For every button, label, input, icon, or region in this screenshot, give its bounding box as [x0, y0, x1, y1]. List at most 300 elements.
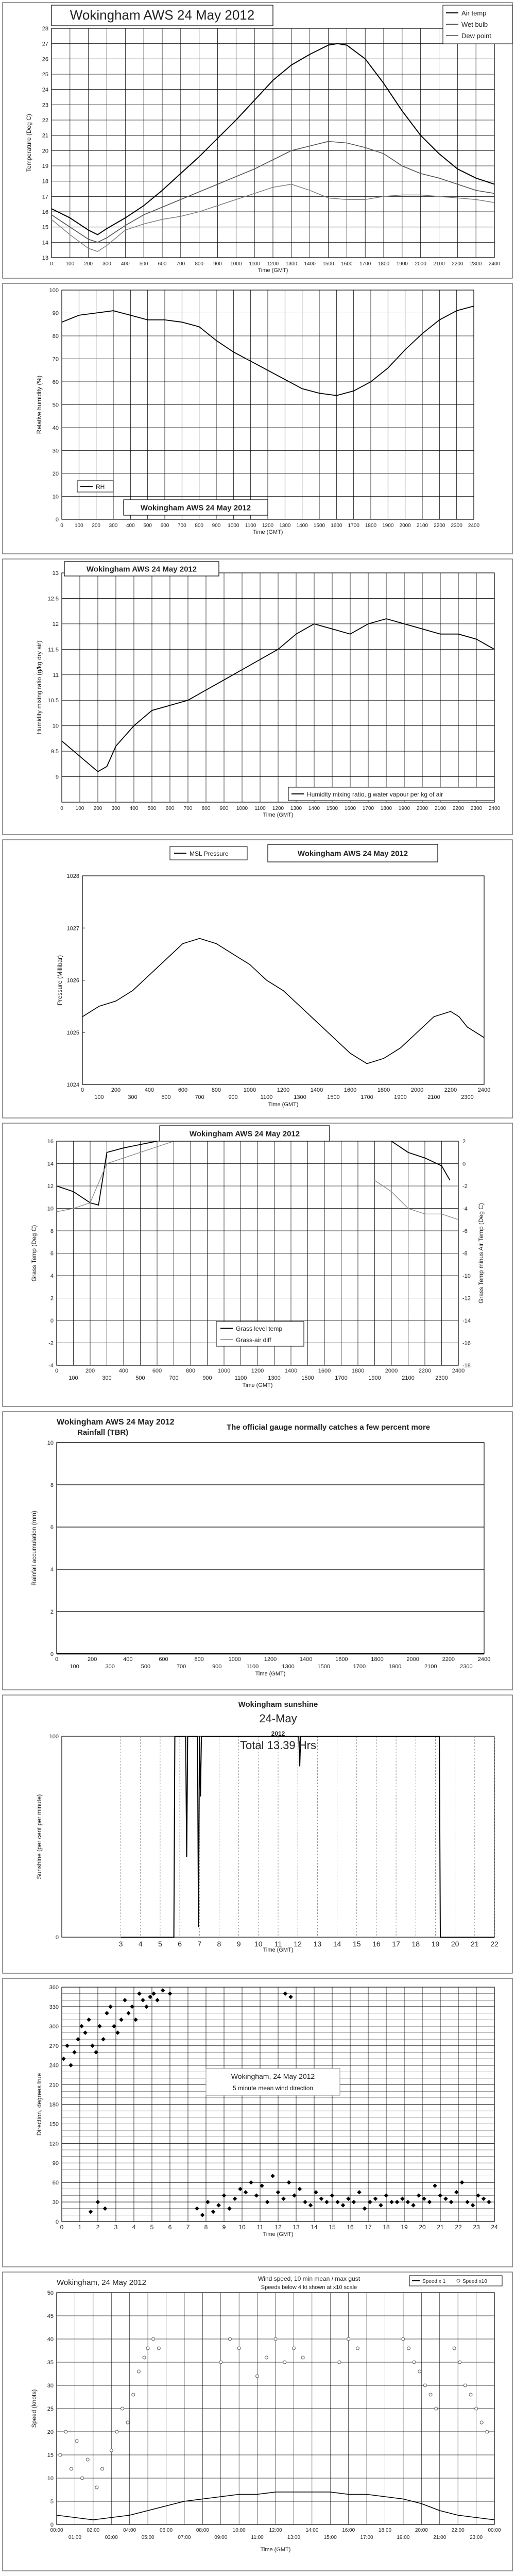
y-tick-label: 1025: [66, 1029, 79, 1036]
x-tick-label: 2300: [460, 1664, 473, 1670]
y-tick-label: 40: [52, 425, 59, 431]
x-tick-label: 18:00: [378, 2528, 392, 2533]
x-tick-label: 700: [176, 261, 185, 267]
speed-x10-point: [435, 2407, 438, 2410]
x-tick-label: 1900: [388, 1664, 402, 1670]
y-tick-label: 12.5: [47, 596, 59, 602]
x-tick-label: 20: [451, 1940, 459, 1948]
y-tick-label: 50: [52, 402, 59, 409]
y2-tick-label: -10: [462, 1273, 471, 1279]
chart-subtitle: Rainfall (TBR): [77, 1428, 129, 1437]
speed-x10-point: [146, 2347, 149, 2350]
y-tick-label: 14: [47, 1161, 54, 1167]
y-tick-label: 12: [52, 621, 59, 628]
legend-label: Speed x 1: [422, 2279, 446, 2284]
x-tick-label: 500: [147, 806, 157, 811]
speed-x10-point: [81, 2477, 84, 2480]
y-axis-label: Pressure (Millibar): [56, 955, 63, 1006]
speed-x10-point: [423, 2384, 426, 2387]
speed-x10-point: [469, 2393, 472, 2396]
x-tick-label: 5: [150, 2224, 154, 2231]
speed-x10-point: [265, 2356, 268, 2359]
y-tick-label: 80: [52, 333, 59, 340]
x-tick-label: 3: [114, 2224, 118, 2231]
x-tick-label: 1900: [398, 806, 410, 811]
x-tick-label: 1800: [380, 806, 392, 811]
x-tick-label: 14: [333, 1940, 341, 1948]
y-tick-label: 20: [47, 2429, 54, 2435]
x-tick-label: 4: [138, 1940, 143, 1948]
speed-x10-point: [480, 2421, 483, 2424]
x-tick-label: 400: [121, 261, 130, 267]
y-tick-label: 0: [50, 2522, 54, 2528]
x-tick-label: 2400: [477, 1087, 491, 1093]
legend-swatch: [457, 2279, 460, 2282]
y-tick-label: 70: [52, 356, 59, 363]
x-tick-label: 04:00: [123, 2528, 136, 2533]
y-tick-label: 1024: [66, 1082, 79, 1088]
y-tick-label: 19: [42, 163, 48, 170]
x-tick-label: 2200: [442, 1656, 455, 1663]
x-tick-label: 500: [139, 261, 148, 267]
x-tick-label: 24: [491, 2224, 498, 2231]
speed-x10-point: [256, 2375, 259, 2378]
x-tick-label: 01:00: [68, 2535, 81, 2540]
x-tick-label: 2400: [452, 1368, 465, 1374]
y-tick-label: 90: [52, 310, 59, 317]
x-tick-label: 1400: [304, 261, 316, 267]
x-tick-label: 13: [293, 2224, 300, 2231]
x-tick-label: 700: [195, 1094, 204, 1100]
grass-temp-chart-panel: [0, 1121, 515, 1409]
y-tick-label: 330: [49, 2004, 59, 2010]
x-tick-label: 300: [102, 1375, 112, 1381]
x-tick-label: 1700: [360, 1094, 373, 1100]
x-tick-label: 100: [68, 1375, 78, 1381]
y-tick-label: 240: [49, 2062, 59, 2069]
x-tick-label: 2000: [399, 523, 411, 529]
x-tick-label: 0: [50, 261, 53, 267]
y-tick-label: 14: [42, 240, 48, 246]
y-tick-label: 10: [47, 2476, 54, 2482]
legend-label: Grass-air diff: [236, 1336, 271, 1344]
y2-tick-label: -14: [462, 1318, 471, 1324]
speed-x10-point: [464, 2384, 467, 2387]
x-tick-label: 1300: [279, 523, 291, 529]
y2-tick-label: 0: [462, 1161, 466, 1167]
mixing-ratio-chart-panel: [0, 556, 515, 837]
x-tick-label: 6: [178, 1940, 182, 1948]
plot-area: [57, 1443, 484, 1654]
x-tick-label: 1: [78, 2224, 82, 2231]
y2-tick-label: 2: [462, 1139, 466, 1145]
y-tick-label: 11: [53, 672, 59, 679]
x-tick-label: 00:00: [488, 2528, 501, 2533]
y2-tick-label: -12: [462, 1295, 471, 1302]
speed-x10-point: [347, 2337, 350, 2341]
y-tick-label: 16: [47, 1139, 54, 1145]
y2-axis-label: Grass Temp minus Air Temp (Deg C): [477, 1203, 485, 1303]
x-tick-label: 1100: [246, 1664, 259, 1670]
y-tick-label: 9.5: [50, 749, 59, 755]
y-tick-label: 300: [49, 2023, 59, 2030]
x-tick-label: 16: [347, 2224, 354, 2231]
x-tick-label: 800: [201, 806, 211, 811]
x-tick-label: 2300: [470, 806, 483, 811]
x-tick-label: 0: [60, 523, 63, 529]
temp-svg: [0, 0, 515, 281]
x-tick-label: 2100: [424, 1664, 437, 1670]
rain-svg: [0, 1409, 515, 1692]
y2-tick-label: -4: [462, 1206, 468, 1212]
y-tick-label: 30: [52, 448, 59, 454]
wind-direction-chart-panel: [0, 1976, 515, 2269]
x-tick-label: 17:00: [360, 2535, 373, 2540]
legend-label: Dew point: [461, 32, 491, 40]
x-tick-label: 1100: [234, 1375, 247, 1381]
x-tick-label: 1200: [272, 806, 284, 811]
x-tick-label: 1300: [268, 1375, 281, 1381]
y-axis-label: Humidity mixing ratio (g/kg dry air): [36, 640, 43, 735]
y-tick-label: 30: [52, 2199, 59, 2206]
x-tick-label: 22: [455, 2224, 462, 2231]
x-tick-label: 5: [158, 1940, 162, 1948]
x-tick-label: 15: [352, 1940, 361, 1948]
x-tick-label: 1500: [313, 523, 325, 529]
speed-x10-point: [429, 2393, 432, 2396]
speed-x10-point: [458, 2361, 461, 2364]
y-tick-label: 35: [47, 2360, 54, 2366]
y-tick-label: 100: [49, 1734, 59, 1740]
x-tick-label: 1900: [368, 1375, 381, 1381]
x-tick-label: 2200: [418, 1368, 432, 1374]
y-tick-label: 2: [50, 1295, 54, 1302]
x-tick-label: 2100: [416, 523, 428, 529]
x-tick-label: 15:00: [323, 2535, 337, 2540]
x-tick-label: 1100: [260, 1094, 273, 1100]
speed-x10-point: [219, 2361, 222, 2364]
y2-tick-label: -16: [462, 1340, 471, 1347]
x-tick-label: 10: [238, 2224, 246, 2231]
x-tick-label: 10:00: [232, 2528, 246, 2533]
speed-x10-point: [418, 2370, 421, 2373]
x-tick-label: 11:00: [251, 2535, 264, 2540]
x-tick-label: 2100: [402, 1375, 415, 1381]
y-tick-label: 20: [42, 148, 48, 155]
x-tick-label: 7: [186, 2224, 190, 2231]
x-tick-label: 2300: [435, 1375, 448, 1381]
x-tick-label: 1500: [322, 261, 334, 267]
x-tick-label: 1400: [296, 523, 308, 529]
speed-x10-point: [356, 2347, 359, 2350]
y-tick-label: 8: [50, 1228, 54, 1234]
x-tick-label: 3: [118, 1940, 123, 1948]
y-tick-label: 270: [49, 2043, 59, 2049]
x-tick-label: 17: [392, 1940, 400, 1948]
x-tick-label: 10: [254, 1940, 263, 1948]
x-tick-label: 12:00: [269, 2528, 282, 2533]
x-tick-label: 900: [219, 806, 229, 811]
chart-title: Wokingham AWS 24 May 2012: [297, 849, 408, 858]
x-tick-label: 9: [222, 2224, 226, 2231]
chart-title: Wokingham AWS 24 May 2012: [57, 1418, 175, 1427]
x-tick-label: 2300: [461, 1094, 474, 1100]
x-tick-label: 08:00: [196, 2528, 209, 2533]
y-tick-label: 12: [47, 1183, 54, 1190]
x-tick-label: 2000: [385, 1368, 398, 1374]
x-tick-label: 600: [159, 1656, 168, 1663]
speed-svg: [0, 2269, 515, 2573]
x-tick-label: 1900: [394, 1094, 407, 1100]
y-tick-label: 150: [49, 2121, 59, 2128]
x-tick-label: 200: [85, 1368, 95, 1374]
x-tick-label: 2400: [477, 1656, 491, 1663]
y-tick-label: 0: [55, 1935, 59, 1941]
x-tick-label: 19:00: [397, 2535, 410, 2540]
x-tick-label: 700: [169, 1375, 179, 1381]
x-tick-label: 1700: [362, 806, 374, 811]
x-tick-label: 21: [437, 2224, 444, 2231]
wind-speed-chart-panel: [0, 2269, 515, 2573]
chart-title: Wokingham AWS 24 May 2012: [86, 565, 197, 574]
x-tick-label: 400: [126, 523, 135, 529]
x-tick-label: 300: [105, 1664, 115, 1670]
humidity-chart-panel: [0, 281, 515, 556]
x-tick-label: 1000: [217, 1368, 231, 1374]
chart-title: Wokingham AWS 24 May 2012: [189, 1129, 300, 1139]
x-tick-label: 100: [94, 1094, 104, 1100]
speed-x10-point: [110, 2449, 113, 2452]
y-tick-label: 23: [42, 102, 48, 109]
speed-x10-point: [292, 2347, 295, 2350]
x-tick-label: 22: [490, 1940, 499, 1948]
x-tick-label: 600: [158, 261, 167, 267]
x-tick-label: 1200: [251, 1368, 264, 1374]
legend-label: Speed x10: [462, 2279, 487, 2284]
x-tick-label: 300: [102, 261, 111, 267]
x-tick-label: 2200: [444, 1087, 457, 1093]
x-tick-label: 2200: [452, 261, 464, 267]
x-tick-label: 14:00: [305, 2528, 319, 2533]
x-tick-label: 100: [65, 261, 75, 267]
chart-subtitle: Wind speed, 10 min mean / max gust: [258, 2275, 360, 2282]
dir-svg: [0, 1976, 515, 2269]
x-tick-label: 17: [365, 2224, 372, 2231]
x-tick-label: 1800: [365, 523, 377, 529]
x-tick-label: 1900: [382, 523, 394, 529]
x-tick-label: 12: [294, 1940, 302, 1948]
x-tick-label: 2100: [427, 1094, 440, 1100]
x-tick-label: 13: [313, 1940, 322, 1948]
x-tick-label: 900: [212, 1664, 222, 1670]
x-tick-label: 1600: [341, 261, 353, 267]
x-tick-label: 18: [383, 2224, 390, 2231]
x-tick-label: 21:00: [433, 2535, 447, 2540]
x-tick-label: 2: [96, 2224, 100, 2231]
x-tick-label: 1800: [371, 1656, 384, 1663]
x-tick-label: 800: [195, 261, 204, 267]
x-tick-label: 600: [165, 806, 175, 811]
x-tick-label: 05:00: [141, 2535, 154, 2540]
y-tick-label: 9: [55, 774, 59, 781]
x-tick-label: 1500: [317, 1664, 330, 1670]
x-tick-label: 1000: [243, 1087, 256, 1093]
x-tick-label: 9: [236, 1940, 241, 1948]
y-tick-label: 6: [50, 1524, 54, 1531]
speed-x10-point: [64, 2430, 67, 2433]
x-tick-label: 1300: [285, 261, 297, 267]
x-tick-label: 1500: [326, 806, 338, 811]
x-tick-label: 1100: [249, 261, 260, 267]
y-tick-label: 4: [50, 1273, 54, 1279]
y-tick-label: 17: [42, 194, 48, 200]
speed-x10-point: [132, 2393, 135, 2396]
y2-tick-label: -2: [462, 1183, 468, 1190]
speed-x10-point: [453, 2347, 456, 2350]
x-tick-label: 16: [372, 1940, 381, 1948]
y-tick-label: 18: [42, 178, 48, 185]
x-tick-label: 0: [55, 1368, 59, 1374]
x-tick-label: 14: [311, 2224, 318, 2231]
x-axis-label: Time (GMT): [255, 1671, 286, 1677]
x-tick-label: 1500: [327, 1094, 340, 1100]
chart-subtitle: 5 minute mean wind direction: [232, 2084, 314, 2092]
x-tick-label: 700: [177, 523, 186, 529]
y-tick-label: 22: [42, 117, 48, 124]
y-tick-label: 210: [49, 2082, 59, 2089]
x-tick-label: 2300: [451, 523, 462, 529]
y-tick-label: 21: [42, 132, 48, 139]
chart-title: Wokingham sunshine: [238, 1700, 318, 1709]
x-tick-label: 02:00: [87, 2528, 100, 2533]
x-tick-label: 1300: [294, 1094, 306, 1100]
y-tick-label: 100: [49, 287, 59, 294]
x-tick-label: 16:00: [342, 2528, 355, 2533]
x-tick-label: 22:00: [451, 2528, 465, 2533]
x-axis-label: Time (GMT): [252, 529, 283, 535]
y2-tick-label: -6: [462, 1228, 468, 1234]
x-tick-label: 1600: [318, 1368, 331, 1374]
speed-x10-point: [115, 2430, 118, 2433]
x-tick-label: 500: [143, 523, 152, 529]
y-tick-label: -2: [48, 1340, 54, 1347]
x-tick-label: 800: [195, 523, 204, 529]
y-tick-label: 60: [52, 2180, 59, 2187]
y-tick-label: 5: [50, 2499, 54, 2505]
speed-x10-point: [228, 2337, 231, 2341]
y-tick-label: 27: [42, 41, 48, 47]
y-tick-label: 15: [47, 2452, 54, 2459]
y-tick-label: 1026: [66, 977, 79, 984]
x-tick-label: 700: [176, 1664, 186, 1670]
x-tick-label: 1900: [396, 261, 408, 267]
chart-total: Total 13.39 Hrs: [240, 1739, 316, 1752]
x-tick-label: 1800: [377, 1087, 390, 1093]
speed-x10-point: [70, 2467, 73, 2470]
x-tick-label: 900: [213, 261, 222, 267]
speed-x10-point: [402, 2337, 405, 2341]
y-tick-label: 28: [42, 26, 48, 32]
x-tick-label: 0: [60, 806, 63, 811]
x-tick-label: 1300: [290, 806, 302, 811]
x-axis-label: Time (GMT): [268, 1101, 299, 1108]
rh-svg: [0, 281, 515, 556]
x-tick-label: 2000: [406, 1656, 419, 1663]
y-tick-label: 16: [42, 209, 48, 215]
x-tick-label: 2200: [452, 806, 465, 811]
x-tick-label: 4: [132, 2224, 136, 2231]
legend-label: Air temp: [461, 9, 487, 17]
x-tick-label: 12: [274, 2224, 282, 2231]
x-axis-label: Time (GMT): [260, 2547, 291, 2553]
speed-x10-point: [101, 2467, 104, 2470]
x-tick-label: 300: [111, 806, 121, 811]
chart-title: Wokingham AWS 24 May 2012: [70, 7, 255, 23]
y-tick-label: 10.5: [47, 698, 59, 704]
chart-subtitle: 24-May: [259, 1712, 297, 1725]
y-tick-label: 0: [55, 2219, 59, 2225]
x-tick-label: 700: [183, 806, 193, 811]
y-tick-label: 8: [50, 1482, 54, 1488]
x-tick-label: 1700: [359, 261, 371, 267]
x-tick-label: 1300: [282, 1664, 295, 1670]
x-tick-label: 7: [197, 1940, 202, 1948]
y-tick-label: 1028: [66, 873, 79, 879]
y-axis-label: Direction, degrees true: [36, 2073, 43, 2136]
x-tick-label: 6: [168, 2224, 172, 2231]
temperature-chart-panel: [0, 0, 515, 281]
x-tick-label: 2000: [416, 806, 428, 811]
speed-x10-point: [475, 2407, 478, 2410]
y-tick-label: 6: [50, 1250, 54, 1257]
x-tick-label: 06:00: [159, 2528, 173, 2533]
x-tick-label: 1000: [230, 261, 242, 267]
x-tick-label: 11: [256, 2224, 264, 2231]
x-tick-label: 0: [55, 1656, 59, 1663]
x-tick-label: 1200: [264, 1656, 277, 1663]
rainfall-chart-panel: [0, 1409, 515, 1692]
x-tick-label: 1400: [310, 1087, 323, 1093]
x-tick-label: 1000: [228, 1656, 242, 1663]
x-tick-label: 2000: [415, 261, 426, 267]
x-tick-label: 100: [70, 1664, 79, 1670]
speed-x10-point: [413, 2361, 416, 2364]
x-tick-label: 400: [118, 1368, 129, 1374]
speed-x10-point: [59, 2453, 62, 2456]
x-tick-label: 1800: [351, 1368, 365, 1374]
y-tick-label: 13: [52, 570, 59, 577]
y-tick-label: 25: [47, 2406, 54, 2412]
legend-label: MSL Pressure: [190, 850, 229, 857]
x-tick-label: 600: [178, 1087, 188, 1093]
x-tick-label: 1200: [277, 1087, 290, 1093]
x-tick-label: 1600: [331, 523, 342, 529]
x-tick-label: 2400: [488, 261, 501, 267]
speed-x10-point: [283, 2361, 286, 2364]
pressure-chart-panel: [0, 837, 515, 1121]
y-tick-label: 45: [47, 2313, 54, 2319]
x-axis-label: Time (GMT): [258, 267, 288, 274]
y-tick-label: 10: [52, 494, 59, 500]
x-tick-label: 2200: [434, 523, 445, 529]
y-tick-label: 360: [49, 1985, 59, 1991]
x-tick-label: 03:00: [105, 2535, 118, 2540]
x-tick-label: 19: [431, 1940, 440, 1948]
x-tick-label: 1600: [335, 1656, 348, 1663]
x-tick-label: 1100: [254, 806, 266, 811]
x-tick-label: 1700: [353, 1664, 366, 1670]
x-tick-label: 1500: [301, 1375, 314, 1381]
